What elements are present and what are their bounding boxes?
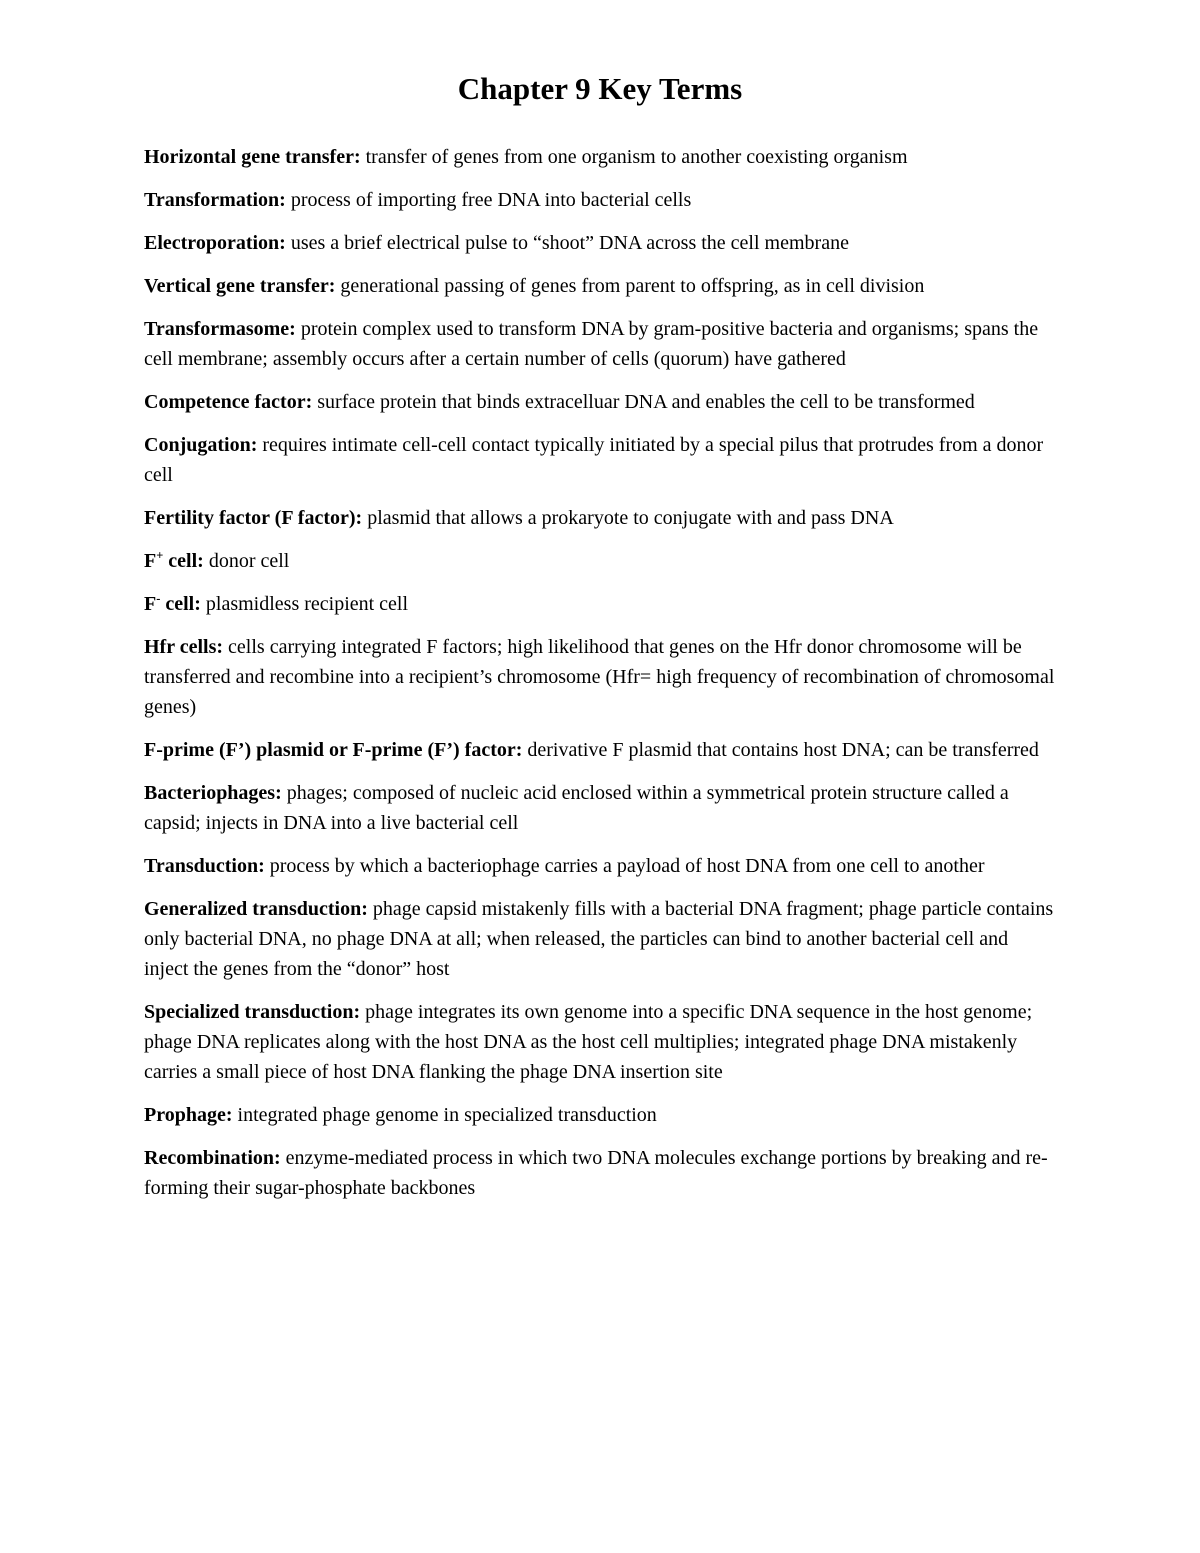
term-entry [144,851,1056,881]
term-superscript: - [156,591,161,606]
term-name: Horizontal gene transfer: [144,146,361,168]
term-definition: process of importing free DNA into bacterial cells [290,189,692,211]
term-name: Electroporation: [144,232,286,254]
term-definition: requires intimate cell-cell contact typically initiated by a special pilus that protrudes from a donor cell [144,434,1044,486]
term-entry [144,314,1056,374]
term-name: Transformasome: [144,318,296,340]
term-definition: protein complex used to transform DNA by gram-positive bacteria and organisms; spans the cell membrane; assembly occurs after a certain number of cells (quorum) have gathered [144,318,1039,370]
term-name: Hfr cells: [144,636,224,658]
term-definition: process by which a bacteriophage carries a payload of host DNA from one cell to another [269,855,985,877]
term-definition: derivative F plasmid that contains host DNA; can be transferred [527,739,1039,761]
term-definition: uses a brief electrical pulse to “shoot” DNA across the cell membrane [290,232,849,254]
term-name: Fertility factor (F factor): [144,507,363,529]
term-definition: surface protein that binds extracelluar DNA and enables the cell to be transformed [317,391,975,413]
term-name: Generalized transduction: [144,898,368,920]
term-definition: transfer of genes from one organism to another coexisting organism [365,146,908,168]
term-definition: plasmidless recipient cell [205,593,409,615]
term-definition: phages; composed of nucleic acid enclosed within a symmetrical protein structure called a capsid; injects in DNA into a live bacterial cell [144,782,1009,834]
term-entry [144,503,1056,533]
term-entry [144,142,1056,172]
term-entry [144,632,1056,722]
term-name: Vertical gene transfer: [144,275,336,297]
term-entry [144,1100,1056,1130]
term-definition: integrated phage genome in specialized transduction [237,1104,657,1126]
term-entry [144,430,1056,490]
term-entry [144,997,1056,1087]
term-definition: phage capsid mistakenly fills with a bacterial DNA fragment; phage particle contains only bacterial DNA, no phage DNA at all; when released, the particles can bind to another bacterial cell and inject the genes from the “donor” host [144,898,1054,980]
term-definition: generational passing of genes from parent to offspring, as in cell division [340,275,925,297]
term-definition: donor cell [208,550,290,572]
term-entry [144,228,1056,258]
term-name: Prophage: [144,1104,233,1126]
term-name: Recombination: [144,1147,281,1169]
term-entry [144,546,1056,576]
term-name: Competence factor: [144,391,313,413]
term-superscript: + [156,548,164,563]
term-name: F+ cell: [144,548,204,572]
term-entry [144,735,1056,765]
page-title: Chapter 9 Key Terms [457,71,743,106]
term-definition: phage integrates its own genome into a specific DNA sequence in the host genome; phage DNA replicates along with the host DNA as the host cell multiplies; integrated phage DNA mistakenly carries a small piece of host DNA flanking the phage DNA insertion site [144,1001,1033,1083]
term-name: Transduction: [144,855,265,877]
term-name: F-prime (F’) plasmid or F-prime (F’) factor: [144,739,523,761]
term-name: F- cell: [144,591,201,615]
term-name: Bacteriophages: [144,782,282,804]
term-entry [144,1143,1056,1203]
term-name: Specialized transduction: [144,1001,361,1023]
term-entry [144,778,1056,838]
term-name: Transformation: [144,189,286,211]
term-entry [144,271,1056,301]
term-definition: plasmid that allows a prokaryote to conjugate with and pass DNA [367,507,894,529]
term-entry [144,185,1056,215]
term-definition: cells carrying integrated F factors; high likelihood that genes on the Hfr donor chromosome will be transferred and recombine into a recipient’s chromosome (Hfr= high frequency of recombination of chromosomal genes) [144,636,1055,718]
term-name: Conjugation: [144,434,258,456]
terms-list [144,142,1056,1203]
term-entry [144,589,1056,619]
term-entry [144,894,1056,984]
term-definition: enzyme-mediated process in which two DNA molecules exchange portions by breaking and re-forming their sugar-phosphate backbones [144,1147,1048,1199]
term-entry [144,387,1056,417]
